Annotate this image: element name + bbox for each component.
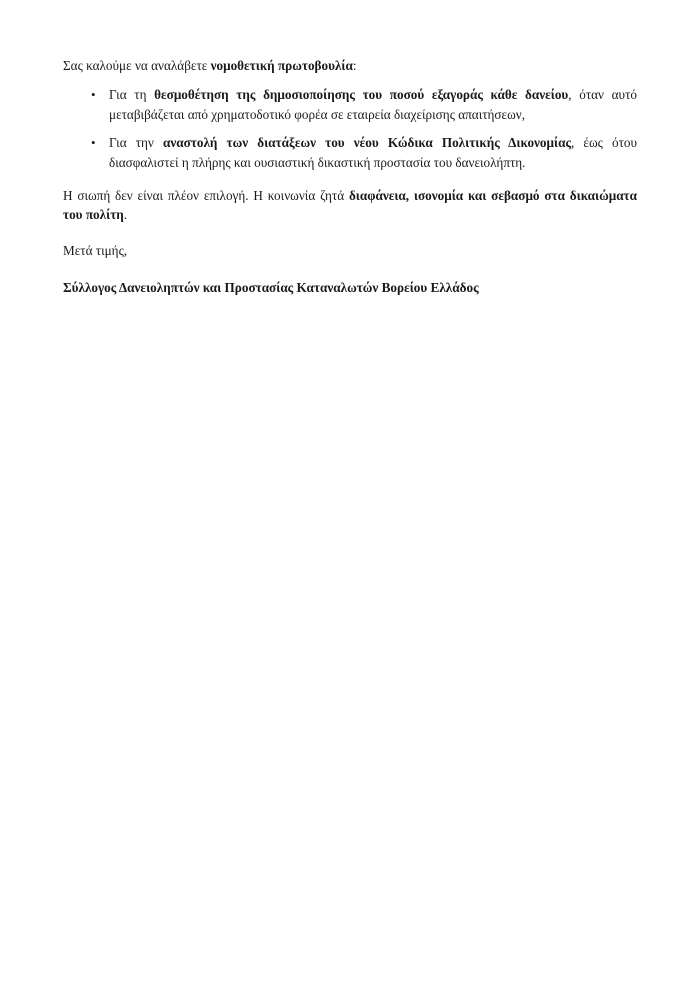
closing-paragraph: Μετά τιμής,: [63, 242, 128, 258]
silence-emphasis-text: διαφάνεια, ισονομία και σεβασμό στα δικαιώματα του πολίτη: [63, 188, 637, 223]
bullet-1-emphasis-text: θεσμοθέτηση της δημοσιοποίησης του ποσού εξαγοράς κάθε δανείου: [154, 87, 569, 103]
bullet-icon: •: [91, 134, 96, 150]
intro-lead-text: Σας καλούμε να αναλάβετε: [63, 58, 211, 73]
bullet-icon: •: [91, 87, 96, 103]
bullet-2-emphasis-text: αναστολή των διατάξεων του νέου Κώδικα Πολιτικής Δικονομίας: [163, 134, 572, 150]
signature-line: Σύλλογος Δανειοληπτών και Προστασίας Καταναλωτών Βορείου Ελλάδος: [63, 279, 479, 295]
intro-tail-text: :: [352, 58, 357, 73]
list-item: [63, 133, 637, 173]
silence-tail-text: .: [123, 207, 128, 223]
document-body: [63, 56, 637, 297]
bullet-2-tail-text: , έως ότου διασφαλιστεί η πλήρης και ουσιαστική δικαστική προστασία του δανειολήπτη.: [109, 134, 637, 170]
intro-paragraph: [63, 56, 637, 75]
silence-paragraph: [63, 186, 637, 224]
silence-lead-text: Η σιωπή δεν είναι πλέον επιλογή. Η κοινωνία ζητά: [63, 188, 349, 204]
list-item: [63, 85, 637, 125]
bullet-1-tail-text: , όταν αυτό μεταβιβάζεται από χρηματοδοτικό φορέα σε εταιρεία διαχείρισης απαιτήσεων,: [109, 87, 637, 122]
demands-list: [63, 85, 637, 172]
bullet-2-lead-text: Για την: [109, 134, 163, 150]
bullet-1-lead-text: Για τη: [109, 87, 155, 103]
intro-emphasis-text: νομοθετική πρωτοβουλία: [210, 58, 353, 73]
